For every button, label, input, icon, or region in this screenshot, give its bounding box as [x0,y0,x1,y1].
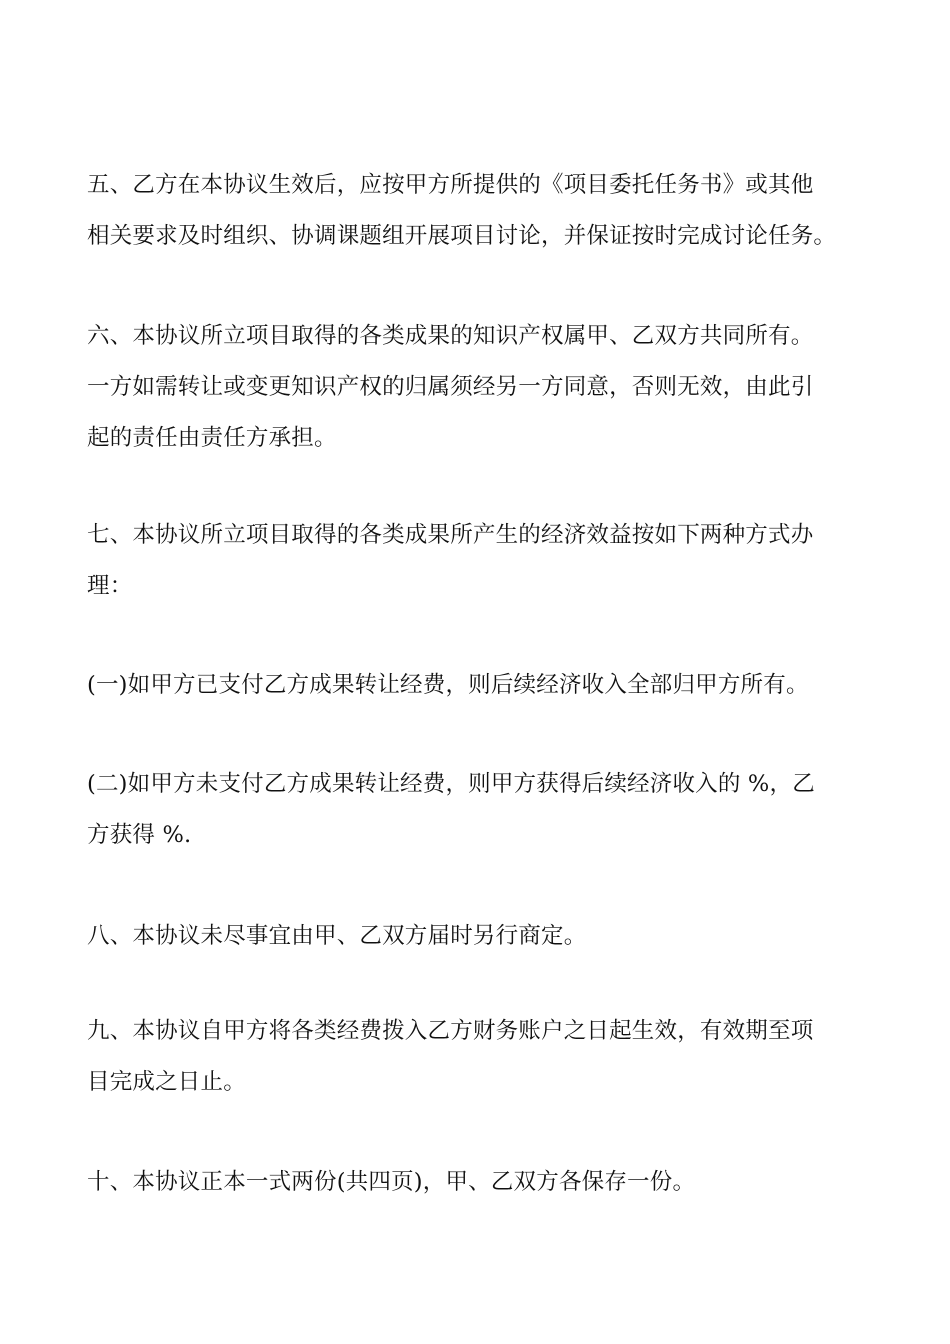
clause-6-line-2: 一方如需转让或变更知识产权的归属须经另一方同意，否则无效，由此引 [87,374,814,400]
clause-7-line-1: 七、本协议所立项目取得的各类成果所产生的经济效益按如下两种方式办 [87,522,814,548]
clause-7-item-2 [87,759,877,861]
clause-5-line-2: 相关要求及时组织、协调课题组开展项目讨论，并保证按时完成讨论任务。 [87,223,837,249]
clause-7-line-2: 理： [87,573,133,599]
clause-8-line-1: 八、本协议未尽事宜由甲、乙双方届时另行商定。 [87,923,587,949]
clause-10-line-1: 十、本协议正本一式两份(共四页)，甲、乙双方各保存一份。 [87,1169,696,1195]
clause-6-line-3: 起的责任由责任方承担。 [87,425,337,451]
clause-6-line-1: 六、本协议所立项目取得的各类成果的知识产权属甲、乙双方共同所有。 [87,323,814,349]
clause-7-paragraph [87,510,877,612]
clause-9-paragraph [87,1006,877,1108]
clause-9-line-1: 九、本协议自甲方将各类经费拨入乙方财务账户之日起生效，有效期至项 [87,1018,814,1044]
clause-8-paragraph [87,911,877,962]
clause-7-item-1 [87,660,877,711]
clause-7-item-2-line-2: 方获得 %. [87,822,192,848]
clause-7-item-1-line-1: (一)如甲方已支付乙方成果转让经费，则后续经济收入全部归甲方所有。 [87,672,809,698]
clause-10-paragraph [87,1157,877,1208]
clause-9-line-2: 目完成之日止。 [87,1069,246,1095]
clause-7-item-2-line-1: (二)如甲方未支付乙方成果转让经费，则甲方获得后续经济收入的 %，乙 [87,771,815,797]
clause-5-line-1: 五、乙方在本协议生效后，应按甲方所提供的《项目委托任务书》或其他 [87,172,814,198]
clause-6-paragraph [87,311,877,464]
clause-5-paragraph [87,160,877,262]
